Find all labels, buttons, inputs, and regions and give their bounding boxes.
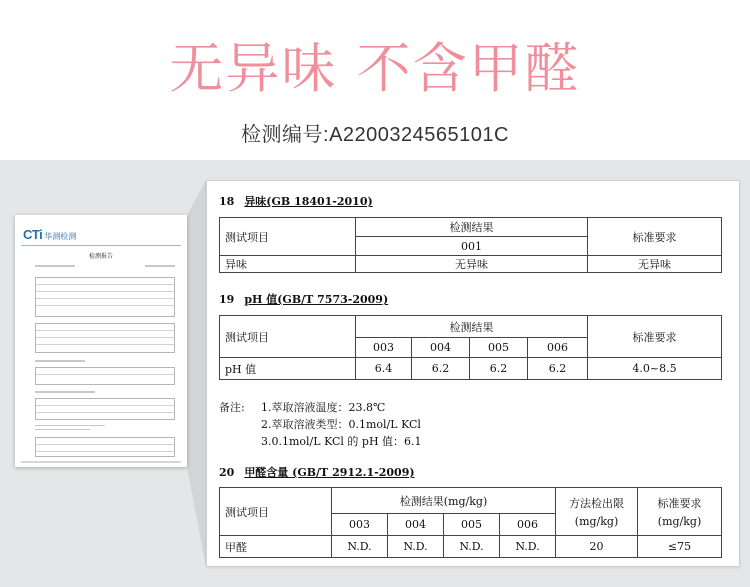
row-requirement: ≤75	[638, 536, 722, 558]
ph-value: 6.2	[528, 358, 588, 380]
thumbnail-table	[35, 277, 175, 317]
col-item: 测试项目	[220, 488, 332, 536]
row-requirement: 4.0~8.5	[588, 358, 722, 380]
note-line: 3.0.1mol/L KCl 的 pH 值：6.1	[261, 435, 422, 448]
col-requirement: 标准要求 (mg/kg)	[638, 488, 722, 536]
thumbnail-table	[35, 323, 175, 353]
row-requirement: 无异味	[588, 256, 722, 273]
headline: 无异味 不含甲醛	[169, 37, 581, 100]
col-limit: 方法检出限 (mg/kg)	[556, 488, 638, 536]
sample-id: 004	[388, 514, 444, 536]
sample-id: 005	[470, 338, 528, 358]
sample-id: 001	[356, 237, 588, 256]
col-result: 检测结果	[356, 218, 588, 237]
report-number: 检测编号:A2200324565101C	[241, 124, 509, 146]
note-line: 1.萃取溶液温度：23.8℃	[261, 401, 386, 414]
col-result: 检测结果	[356, 316, 588, 338]
cti-logo: CTi 华测检测	[23, 227, 77, 242]
note-line: 2.萃取溶液类型：0.1mol/L KCl	[261, 418, 421, 431]
detection-limit: 20	[556, 536, 638, 558]
report-thumbnail	[15, 215, 187, 467]
formaldehyde-value: N.D.	[444, 536, 500, 558]
row-label: 异味	[220, 256, 356, 273]
col-item: 测试项目	[220, 218, 356, 256]
formaldehyde-table	[219, 487, 722, 558]
col-result: 检测结果(mg/kg)	[332, 488, 556, 514]
sample-id: 003	[332, 514, 388, 536]
thumbnail-table	[35, 437, 175, 457]
ph-table	[219, 315, 722, 380]
thumbnail-title: 检测报告	[88, 253, 113, 260]
report-excerpt	[206, 180, 740, 567]
ph-value: 6.2	[412, 358, 470, 380]
row-label: 甲醛	[220, 536, 332, 558]
thumbnail-table	[35, 367, 175, 385]
ph-value: 6.4	[356, 358, 412, 380]
odor-table	[219, 217, 722, 273]
sample-id: 005	[444, 514, 500, 536]
col-requirement: 标准要求	[588, 218, 722, 256]
formaldehyde-value: N.D.	[500, 536, 556, 558]
section-formaldehyde-title: 20 甲醛含量 (GB/T 2912.1-2009)	[219, 466, 415, 479]
row-result: 无异味	[356, 256, 588, 273]
notes	[219, 399, 422, 450]
row-label: pH 值	[220, 358, 356, 380]
col-requirement: 标准要求	[588, 316, 722, 358]
sample-id: 006	[528, 338, 588, 358]
formaldehyde-value: N.D.	[332, 536, 388, 558]
notes-label: 备注:	[219, 401, 245, 414]
section-ph-title: 19 pH 值(GB/T 7573-2009)	[219, 293, 389, 306]
sample-id: 003	[356, 338, 412, 358]
ph-value: 6.2	[470, 358, 528, 380]
sample-id: 004	[412, 338, 470, 358]
section-odor-title: 18 异味(GB 18401-2010)	[219, 195, 373, 208]
formaldehyde-value: N.D.	[388, 536, 444, 558]
sample-id: 006	[500, 514, 556, 536]
col-item: 测试项目	[220, 316, 356, 358]
thumbnail-table	[35, 398, 175, 420]
